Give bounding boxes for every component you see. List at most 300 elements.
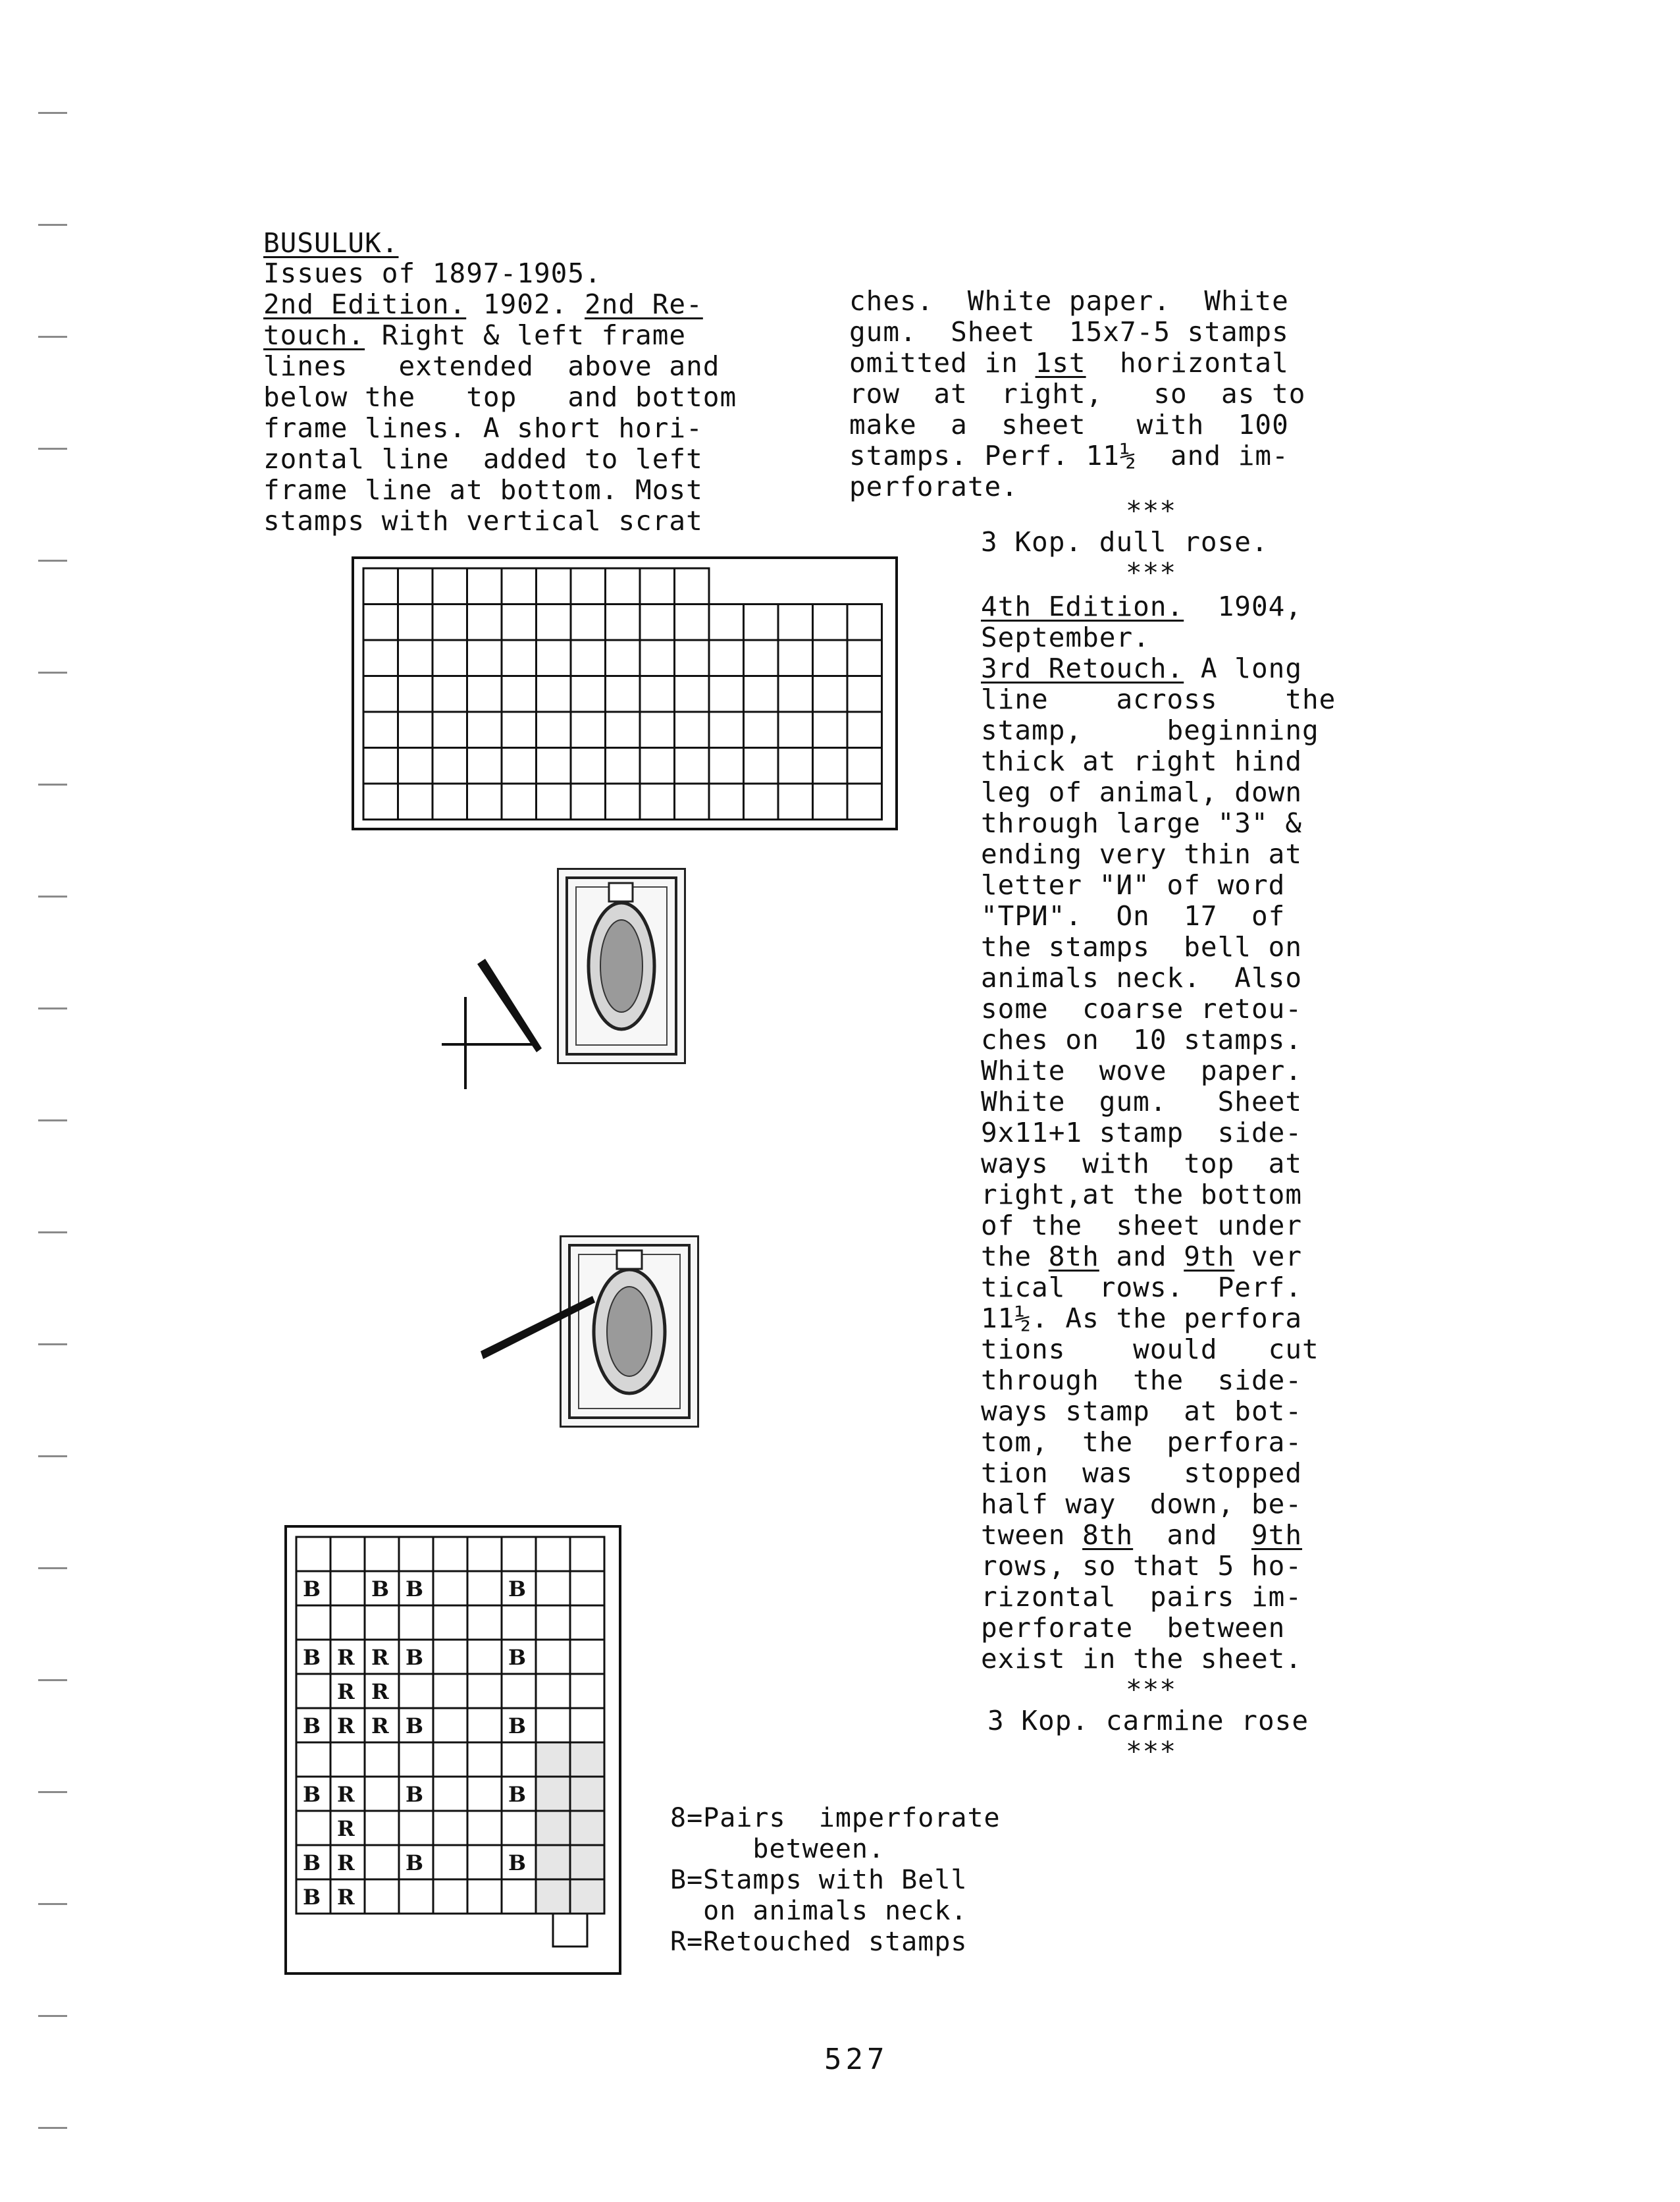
body-text-line: stamps with vertical scrat xyxy=(263,505,703,537)
sheet-cell xyxy=(537,676,571,712)
sheet-cell xyxy=(606,748,641,784)
body-text-line: letter "И" of word xyxy=(981,869,1286,901)
sheet-cell xyxy=(570,1879,604,1914)
september-line: September. xyxy=(981,622,1150,653)
sheet-cell xyxy=(744,640,779,676)
cell-marker: R xyxy=(337,1713,355,1738)
sheet-cell xyxy=(502,748,537,784)
sheet-cell xyxy=(433,784,467,820)
legend-line: R=Retouched stamps xyxy=(670,1927,968,1957)
binding-mark xyxy=(38,448,67,450)
sheet-cell xyxy=(813,604,848,641)
sheet-cell xyxy=(433,712,467,748)
sheet-cell xyxy=(570,1674,604,1708)
sheet-cell xyxy=(813,712,848,748)
binding-mark xyxy=(38,1007,67,1009)
sheet-cell xyxy=(467,1742,502,1777)
cell-marker: R xyxy=(337,1782,355,1807)
sheet-cell xyxy=(813,640,848,676)
cell-marker: B xyxy=(406,1782,424,1807)
sheet-cell xyxy=(675,568,710,604)
sheet-cell xyxy=(640,712,675,748)
sheet-cell xyxy=(502,784,537,820)
page-number: 527 xyxy=(824,2043,889,2076)
sheet-cell xyxy=(502,640,537,676)
cell-marker: B xyxy=(508,1645,527,1670)
body-text-line: through the side- xyxy=(981,1364,1302,1396)
cell-marker: B xyxy=(406,1645,424,1670)
binding-mark xyxy=(38,672,67,674)
sheet-cell xyxy=(296,1742,330,1777)
sheet-cell xyxy=(536,1777,570,1811)
sheet-cell xyxy=(778,712,813,748)
binding-mark xyxy=(38,224,67,226)
sheet-cell xyxy=(606,784,641,820)
sheet-cell xyxy=(502,712,537,748)
stars-1: *** xyxy=(1126,495,1177,527)
sheet-cell xyxy=(467,1537,502,1571)
sheet-cell xyxy=(536,1811,570,1845)
sheet-cell xyxy=(675,712,710,748)
sheet-cell xyxy=(570,1605,604,1640)
cell-marker: B xyxy=(303,1850,321,1875)
cell-marker: R xyxy=(337,1850,355,1875)
body-text-line: "ТРИ". On 17 of xyxy=(981,900,1286,932)
binding-mark xyxy=(38,1343,67,1345)
body-text-line: frame line at bottom. Most xyxy=(263,474,703,506)
sheet-cell xyxy=(570,1777,604,1811)
body-text-line: tions would cut xyxy=(981,1333,1319,1365)
sheet-cell xyxy=(467,1674,502,1708)
sheet-cell xyxy=(398,604,433,641)
sheet-cell xyxy=(467,1605,502,1640)
binding-mark xyxy=(38,1119,67,1121)
retouch-3-text: A long xyxy=(1184,653,1303,684)
body-text-line: ways stamp at bot- xyxy=(981,1395,1302,1427)
sheet-cell xyxy=(330,1571,365,1605)
sheet-cell xyxy=(363,676,398,712)
binding-mark xyxy=(38,784,67,786)
body-text-line: perforate between xyxy=(981,1612,1286,1644)
body-text-line: line across the xyxy=(981,684,1336,715)
sheet-cell xyxy=(296,1605,330,1640)
body-text-line: ways with top at xyxy=(981,1148,1302,1179)
body-text-line: frame lines. A short hori- xyxy=(263,412,703,444)
sheet-cell xyxy=(606,568,641,604)
sheet-cell xyxy=(813,748,848,784)
body-text-line: stamp, beginning xyxy=(981,714,1319,746)
binding-mark xyxy=(38,560,67,562)
body-text-line: perforate. xyxy=(849,471,1018,502)
sheet-cell xyxy=(467,748,502,784)
cell-marker: R xyxy=(337,1645,355,1670)
sheet-cell xyxy=(398,784,433,820)
sheet-cell xyxy=(433,1742,467,1777)
sheet-cell xyxy=(433,1674,467,1708)
sheet-cell xyxy=(399,1811,433,1845)
body-text-line: right,at the bottom xyxy=(981,1179,1302,1210)
sheet-cell xyxy=(502,1537,536,1571)
stars-2: *** xyxy=(1126,557,1177,589)
sheet-cell xyxy=(536,1845,570,1879)
sheet-cell xyxy=(847,784,882,820)
sheet-cell xyxy=(675,676,710,712)
sheet-cell xyxy=(433,676,467,712)
sheet-cell xyxy=(536,1674,570,1708)
sheet-cell xyxy=(744,748,779,784)
sheet-cell xyxy=(399,1674,433,1708)
sheet-cell xyxy=(571,784,606,820)
sheet-cell xyxy=(537,712,571,748)
binding-mark xyxy=(38,896,67,898)
sheet-cell xyxy=(537,640,571,676)
cell-marker: B xyxy=(508,1576,527,1601)
col2-first-row: 1st xyxy=(1035,347,1086,379)
sheet-cell xyxy=(813,676,848,712)
sheet-cell xyxy=(640,784,675,820)
sheet-cell xyxy=(433,604,467,641)
edition-line xyxy=(263,289,703,320)
body-text-line: tical rows. Perf. xyxy=(981,1272,1302,1303)
sheet-cell xyxy=(571,604,606,641)
cell-marker: B xyxy=(303,1782,321,1807)
binding-mark xyxy=(38,1455,67,1457)
sheet-cell xyxy=(433,1571,467,1605)
binding-mark xyxy=(38,1903,67,1905)
cell-marker: B xyxy=(406,1713,424,1738)
sheet-cell xyxy=(365,1605,399,1640)
sheet-cell xyxy=(398,748,433,784)
sheet-cell xyxy=(847,712,882,748)
sheet-cell xyxy=(502,1811,536,1845)
sheet-cell xyxy=(433,640,467,676)
between-9th: 9th xyxy=(1251,1519,1303,1551)
col3-text: the xyxy=(981,1241,1049,1272)
retouch-line xyxy=(263,320,686,351)
binding-mark xyxy=(38,2015,67,2017)
edition-4-label: 4th Edition. xyxy=(981,591,1184,622)
sideways-stamp-cell xyxy=(553,1914,587,1947)
cell-marker: R xyxy=(337,1679,355,1704)
body-text-line: stamps. Perf. 11½ and im- xyxy=(849,440,1289,471)
sheet-cell xyxy=(467,1845,502,1879)
sheet-cell xyxy=(570,1640,604,1674)
sheet-cell xyxy=(847,640,882,676)
sheet-cell xyxy=(330,1537,365,1571)
sheet-cell xyxy=(398,640,433,676)
body-text-line: through large "3" & xyxy=(981,807,1302,839)
col2-omitted-line xyxy=(849,348,1289,379)
col3-text: and xyxy=(1099,1241,1184,1272)
body-text-line: of the sheet under xyxy=(981,1210,1302,1241)
sheet-cell xyxy=(675,604,710,641)
legend-line: between. xyxy=(670,1834,885,1864)
sheet-cell xyxy=(363,748,398,784)
value-1: 3 Kop. dull rose. xyxy=(981,526,1269,558)
sheet-cell xyxy=(330,1605,365,1640)
sheet-cell xyxy=(536,1742,570,1777)
sheet-cell xyxy=(467,1571,502,1605)
sheet-cell xyxy=(502,676,537,712)
sheet-diagram-top xyxy=(352,556,898,830)
sheet-cell xyxy=(365,1811,399,1845)
row-9th: 9th xyxy=(1184,1241,1235,1272)
cell-marker: B xyxy=(303,1576,321,1601)
sheet-cell xyxy=(502,604,537,641)
sheet-cell xyxy=(365,1537,399,1571)
sheet-cell xyxy=(502,1742,536,1777)
sheet-cell xyxy=(363,784,398,820)
body-text-line: White wove paper. xyxy=(981,1055,1302,1087)
sheet-cell xyxy=(467,1640,502,1674)
sheet-cell xyxy=(537,748,571,784)
body-text-line: rizontal pairs im- xyxy=(981,1581,1302,1613)
sheet-cell xyxy=(847,604,882,641)
between-line xyxy=(981,1520,1302,1551)
sheet-cell xyxy=(536,1708,570,1742)
sheet-cell xyxy=(744,676,779,712)
sheet-cell xyxy=(433,1537,467,1571)
sheet-cell xyxy=(365,1742,399,1777)
sheet-cell xyxy=(467,604,502,641)
sheet-cell xyxy=(363,568,398,604)
sheet-cell xyxy=(467,640,502,676)
sheet-cell xyxy=(399,1537,433,1571)
col3-text: tween xyxy=(981,1519,1083,1551)
cell-marker: B xyxy=(371,1576,390,1601)
sheet-cell xyxy=(709,712,744,748)
sheet-cell xyxy=(847,748,882,784)
sheet-cell xyxy=(433,1640,467,1674)
value-2: 3 Kop. carmine rose xyxy=(987,1705,1309,1736)
sheet-cell xyxy=(433,1879,467,1914)
sheet-cell xyxy=(606,676,641,712)
sheet-cell xyxy=(467,1708,502,1742)
sheet-cell xyxy=(744,784,779,820)
cell-marker: R xyxy=(337,1885,355,1910)
sheet-cell xyxy=(709,604,744,641)
sheet-cell xyxy=(571,640,606,676)
binding-mark xyxy=(38,1567,67,1569)
sheet-cell xyxy=(536,1571,570,1605)
body-text-line: gum. Sheet 15x7-5 stamps xyxy=(849,316,1289,348)
sheet-cell xyxy=(570,1708,604,1742)
body-text-line: ending very thin at xyxy=(981,838,1302,870)
body-text-line: half way down, be- xyxy=(981,1488,1302,1520)
retouch-text: Right & left frame xyxy=(365,319,687,351)
sheet-cell xyxy=(778,748,813,784)
body-text-line: tion was stopped xyxy=(981,1457,1302,1489)
sheet-cell xyxy=(778,640,813,676)
col2-text: horizontal xyxy=(1086,347,1289,379)
sheet-cell xyxy=(433,568,467,604)
sheet-cell xyxy=(365,1845,399,1879)
sheet-cell xyxy=(709,748,744,784)
sheet-cell xyxy=(467,784,502,820)
sheet-diagram-bottom xyxy=(284,1525,621,1975)
page-heading: BUSULUK. xyxy=(263,227,399,259)
cell-marker: B xyxy=(303,1713,321,1738)
sheet-cell xyxy=(363,712,398,748)
col2-text: omitted in xyxy=(849,347,1036,379)
edition-year: 1902. xyxy=(466,288,585,320)
stamp-image-top xyxy=(557,868,686,1064)
body-text-line: lines extended above and xyxy=(263,350,720,382)
sheet-cell xyxy=(640,640,675,676)
cell-marker: R xyxy=(371,1679,389,1704)
sheet-cell xyxy=(502,568,537,604)
cell-marker: B xyxy=(508,1713,527,1738)
legend-line: B=Stamps with Bell xyxy=(670,1865,968,1895)
sheet-cell xyxy=(399,1742,433,1777)
between-8th: 8th xyxy=(1082,1519,1134,1551)
sheet-cell xyxy=(571,676,606,712)
sheet-cell xyxy=(778,604,813,641)
sheet-cell xyxy=(398,676,433,712)
sheet-cell xyxy=(571,712,606,748)
stamp-design-icon xyxy=(559,870,684,1062)
cell-marker: B xyxy=(303,1645,321,1670)
sheet-cell xyxy=(433,1845,467,1879)
retouch-line-pointer-icon xyxy=(481,1291,599,1370)
sheet-cell xyxy=(778,784,813,820)
body-text-line: animals neck. Also xyxy=(981,962,1302,994)
body-text-line: thick at right hind xyxy=(981,745,1302,777)
sheet-cell xyxy=(536,1879,570,1914)
issues-line: Issues of 1897-1905. xyxy=(263,257,602,289)
sheet-cell xyxy=(675,748,710,784)
sheet-cell xyxy=(606,712,641,748)
retouch-label-b: touch. xyxy=(263,319,365,351)
sheet-cell xyxy=(570,1845,604,1879)
sheet-cell xyxy=(744,712,779,748)
body-text-line: below the top and bottom xyxy=(263,381,737,413)
stars-3: *** xyxy=(1126,1674,1177,1705)
sheet-cell xyxy=(398,712,433,748)
sheet-cell xyxy=(467,1879,502,1914)
sheet-cell xyxy=(675,640,710,676)
sheet-cell xyxy=(363,640,398,676)
sheet-cell xyxy=(778,676,813,712)
legend-line: on animals neck. xyxy=(670,1896,968,1926)
sheet-cell xyxy=(296,1811,330,1845)
sheet-cell xyxy=(502,1674,536,1708)
cell-marker: R xyxy=(371,1713,389,1738)
sheet-cell xyxy=(606,640,641,676)
binding-mark xyxy=(38,1679,67,1681)
edition-4-year: 1904, xyxy=(1184,591,1303,622)
sheet-cell xyxy=(433,1605,467,1640)
body-text-line: ches. White paper. White xyxy=(849,285,1289,317)
sheet-cell xyxy=(398,568,433,604)
sheet-cell xyxy=(399,1605,433,1640)
body-text-line: make a sheet with 100 xyxy=(849,409,1289,441)
sheet-cell xyxy=(433,1811,467,1845)
edition-4-line xyxy=(981,591,1302,622)
body-text-line: exist in the sheet. xyxy=(981,1643,1302,1675)
sheet-cell xyxy=(537,784,571,820)
sheet-cell xyxy=(365,1879,399,1914)
sheet-cell xyxy=(433,1708,467,1742)
sheet-cell xyxy=(570,1811,604,1845)
retouch-pointer-icon xyxy=(438,955,556,1093)
sheet-cell xyxy=(296,1674,330,1708)
col3-text: and xyxy=(1133,1519,1251,1551)
sheet-cell xyxy=(536,1640,570,1674)
sheet-cell xyxy=(640,568,675,604)
sheet-cell xyxy=(502,1879,536,1914)
body-text-line: some coarse retou- xyxy=(981,993,1302,1025)
cell-marker: B xyxy=(406,1850,424,1875)
sheet-cell xyxy=(537,568,571,604)
body-text-line: zontal line added to left xyxy=(263,443,703,475)
sheet-cell xyxy=(467,712,502,748)
stars-4: *** xyxy=(1126,1736,1177,1767)
sheet-cell xyxy=(536,1605,570,1640)
retouch-3-line xyxy=(981,653,1302,684)
cell-marker: B xyxy=(508,1850,527,1875)
body-text-line: tom, the perfora- xyxy=(981,1426,1302,1458)
cell-marker: B xyxy=(406,1576,424,1601)
binding-mark xyxy=(38,1791,67,1793)
binding-mark xyxy=(38,1231,67,1233)
cell-marker: R xyxy=(337,1816,355,1841)
sheet-cell xyxy=(606,604,641,641)
col3-text: ver xyxy=(1234,1241,1303,1272)
sheet-cell xyxy=(537,604,571,641)
binding-mark xyxy=(38,336,67,338)
body-text-line: rows, so that 5 ho- xyxy=(981,1550,1302,1582)
sheet-cell xyxy=(570,1571,604,1605)
edition-label: 2nd Edition. xyxy=(263,288,467,320)
sheet-cell xyxy=(709,784,744,820)
sheet-cell xyxy=(709,640,744,676)
sheet-cell xyxy=(570,1742,604,1777)
sheet-cell xyxy=(296,1537,330,1571)
sheet-cell xyxy=(433,1777,467,1811)
sheet-cell xyxy=(640,676,675,712)
sheet-cell xyxy=(365,1777,399,1811)
sheet-cell xyxy=(640,604,675,641)
sheet-cell xyxy=(675,784,710,820)
sheet-cell xyxy=(536,1537,570,1571)
cell-marker: R xyxy=(371,1645,389,1670)
body-text-line: row at right, so as to xyxy=(849,378,1306,410)
sheet-cell xyxy=(467,1777,502,1811)
binding-mark xyxy=(38,112,67,114)
body-text-line: ches on 10 stamps. xyxy=(981,1024,1302,1056)
binding-mark xyxy=(38,2127,67,2129)
body-text-line: White gum. Sheet xyxy=(981,1086,1302,1117)
sheet-cell xyxy=(571,568,606,604)
sheet-cell xyxy=(813,784,848,820)
sheet-cell xyxy=(570,1537,604,1571)
sheet-cell xyxy=(467,568,502,604)
sheet-cell xyxy=(363,604,398,641)
retouch-label-a: 2nd Re- xyxy=(585,288,703,320)
sheet-cell xyxy=(744,604,779,641)
sheet-cell xyxy=(502,1605,536,1640)
body-text-line: leg of animal, down xyxy=(981,776,1302,808)
cell-marker: B xyxy=(508,1782,527,1807)
row-8th: 8th xyxy=(1048,1241,1099,1272)
legend-line: 8=Pairs imperforate xyxy=(670,1803,1001,1833)
sheet-cell xyxy=(709,676,744,712)
rows-line xyxy=(981,1241,1302,1272)
sheet-cell xyxy=(640,748,675,784)
sheet-cell xyxy=(571,748,606,784)
sheet-cell xyxy=(399,1879,433,1914)
